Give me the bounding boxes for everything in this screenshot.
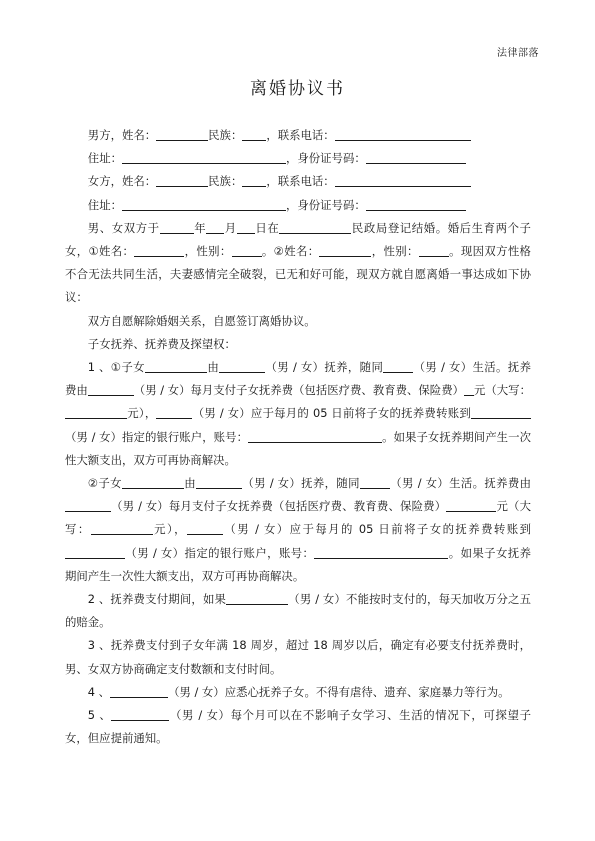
child1-custodian-blank xyxy=(219,358,265,373)
child2-amount-words-blank xyxy=(91,520,153,535)
child2-amount-blank xyxy=(446,497,496,512)
marriage-paragraph: 男、女双方于 年 月 日在 民政局登记结婚。婚后生育两个子女，①姓名： ，性别： 。②姓名： ，性别： 。现因双方性格不合无法共同生活，夫妻感情完全破裂，已无和好可能，现双方就自愿离婚一事达成如下协议： xyxy=(65,220,531,305)
child2-receiver-blank xyxy=(65,544,125,559)
husband-ethnic-blank xyxy=(242,126,266,141)
child1-transfer-payer-blank xyxy=(156,404,192,419)
wife-ethnic-blank xyxy=(242,172,266,187)
husband-phone-blank xyxy=(335,126,471,141)
child2-account-blank xyxy=(314,544,448,559)
child1-receiver-blank xyxy=(471,404,531,419)
husband-address-line: 住址： ，身份证号码： xyxy=(65,147,531,170)
marriage-year-blank xyxy=(160,219,194,234)
wife-info-line: 女方，姓名： 民族： ，联系电话： xyxy=(65,170,531,193)
child2-custodian-blank xyxy=(196,474,242,489)
wife-address-line: 住址： ，身份证号码： xyxy=(65,194,531,217)
child2-transfer-payer-blank xyxy=(187,520,223,535)
child1-account-blank xyxy=(248,428,382,443)
child1-amount-words-blank xyxy=(65,404,127,419)
child1-living-blank xyxy=(383,358,413,373)
support-duration-paragraph: 3 、抚养费支付到子女年满 18 周岁，超过 18 周岁以后，确定有必要支付抚养费时，男、女双方协商确定支付数额和支付时间。 xyxy=(65,638,531,676)
husband-info-line: 男方，姓名： 民族： ，联系电话： xyxy=(65,124,531,147)
late-payer-blank xyxy=(226,590,288,605)
wife-name-blank xyxy=(156,172,208,187)
dissolve-paragraph: 双方自愿解除婚姻关系，自愿签订离婚协议。 xyxy=(87,313,316,328)
child1-name-blank xyxy=(134,242,184,257)
husband-id-blank xyxy=(366,149,466,164)
visitor-blank xyxy=(111,706,169,721)
child2-gender-blank xyxy=(419,242,449,257)
caregiver-blank xyxy=(110,683,168,698)
marriage-day-blank xyxy=(237,219,255,234)
child1-gender-blank xyxy=(232,242,262,257)
document-body xyxy=(65,124,531,750)
wife-address-blank xyxy=(122,196,286,211)
child2-living-blank xyxy=(360,474,390,489)
child1-support-paragraph: 1 、①子女 由 （男 / 女）抚养，随同 （男 / 女）生活。抚养费由 （男 / 女）每月支付子女抚养费（包括医疗费、教育费、保险费） 元（大写：元）， （男 / 女）应于每月的 05 日前将子女的抚养费转账到（男 / 女）指定的银行账户，账号： 。如果子女抚养期间产生一次性大额支出，双方可再协商解决。 xyxy=(65,360,531,467)
marriage-month-blank xyxy=(206,219,224,234)
document-title: 离婚协议书 xyxy=(250,79,345,99)
visitation-paragraph: 5 、 （男 / 女）每个月可以在不影响子女学习、生活的情况下，可探望子女，但应提前通知。 xyxy=(65,708,531,746)
child2-payer-blank xyxy=(65,497,111,512)
child1-payer-blank xyxy=(88,381,134,396)
header-brand: 法律部落 xyxy=(497,48,539,59)
wife-phone-blank xyxy=(335,172,471,187)
care-duty-paragraph: 4 、 （男 / 女）应悉心抚养子女。不得有虐待、遗弃、家庭暴力等行为。 xyxy=(87,684,510,699)
late-payment-paragraph: 2 、抚养费支付期间，如果 （男 / 女）不能按时支付的，每天加收万分之五的赔金。 xyxy=(65,592,531,630)
child1-blank xyxy=(145,358,207,373)
husband-address-blank xyxy=(122,149,286,164)
child2-blank xyxy=(122,474,184,489)
civil-affairs-blank xyxy=(279,219,351,234)
wife-id-blank xyxy=(366,196,466,211)
husband-name-blank xyxy=(156,126,208,141)
custody-heading: 子女抚养、抚养费及探望权： xyxy=(87,336,236,351)
child2-support-paragraph: ②子女 由 （男 / 女）抚养，随同 （男 / 女）生活。抚养费由（男 / 女）每月支付子女抚养费（包括医疗费、教育费、保险费） 元（大写： 元）， （男 / 女）应于每月的 05 日前将子女的抚养费转账到（男 / 女）指定的银行账户，账号： 。如果子女抚养期间产生一次性大额支出，双方可再协商解决。 xyxy=(65,476,531,583)
child2-name-blank xyxy=(319,242,371,257)
child1-amount-blank xyxy=(464,381,474,396)
